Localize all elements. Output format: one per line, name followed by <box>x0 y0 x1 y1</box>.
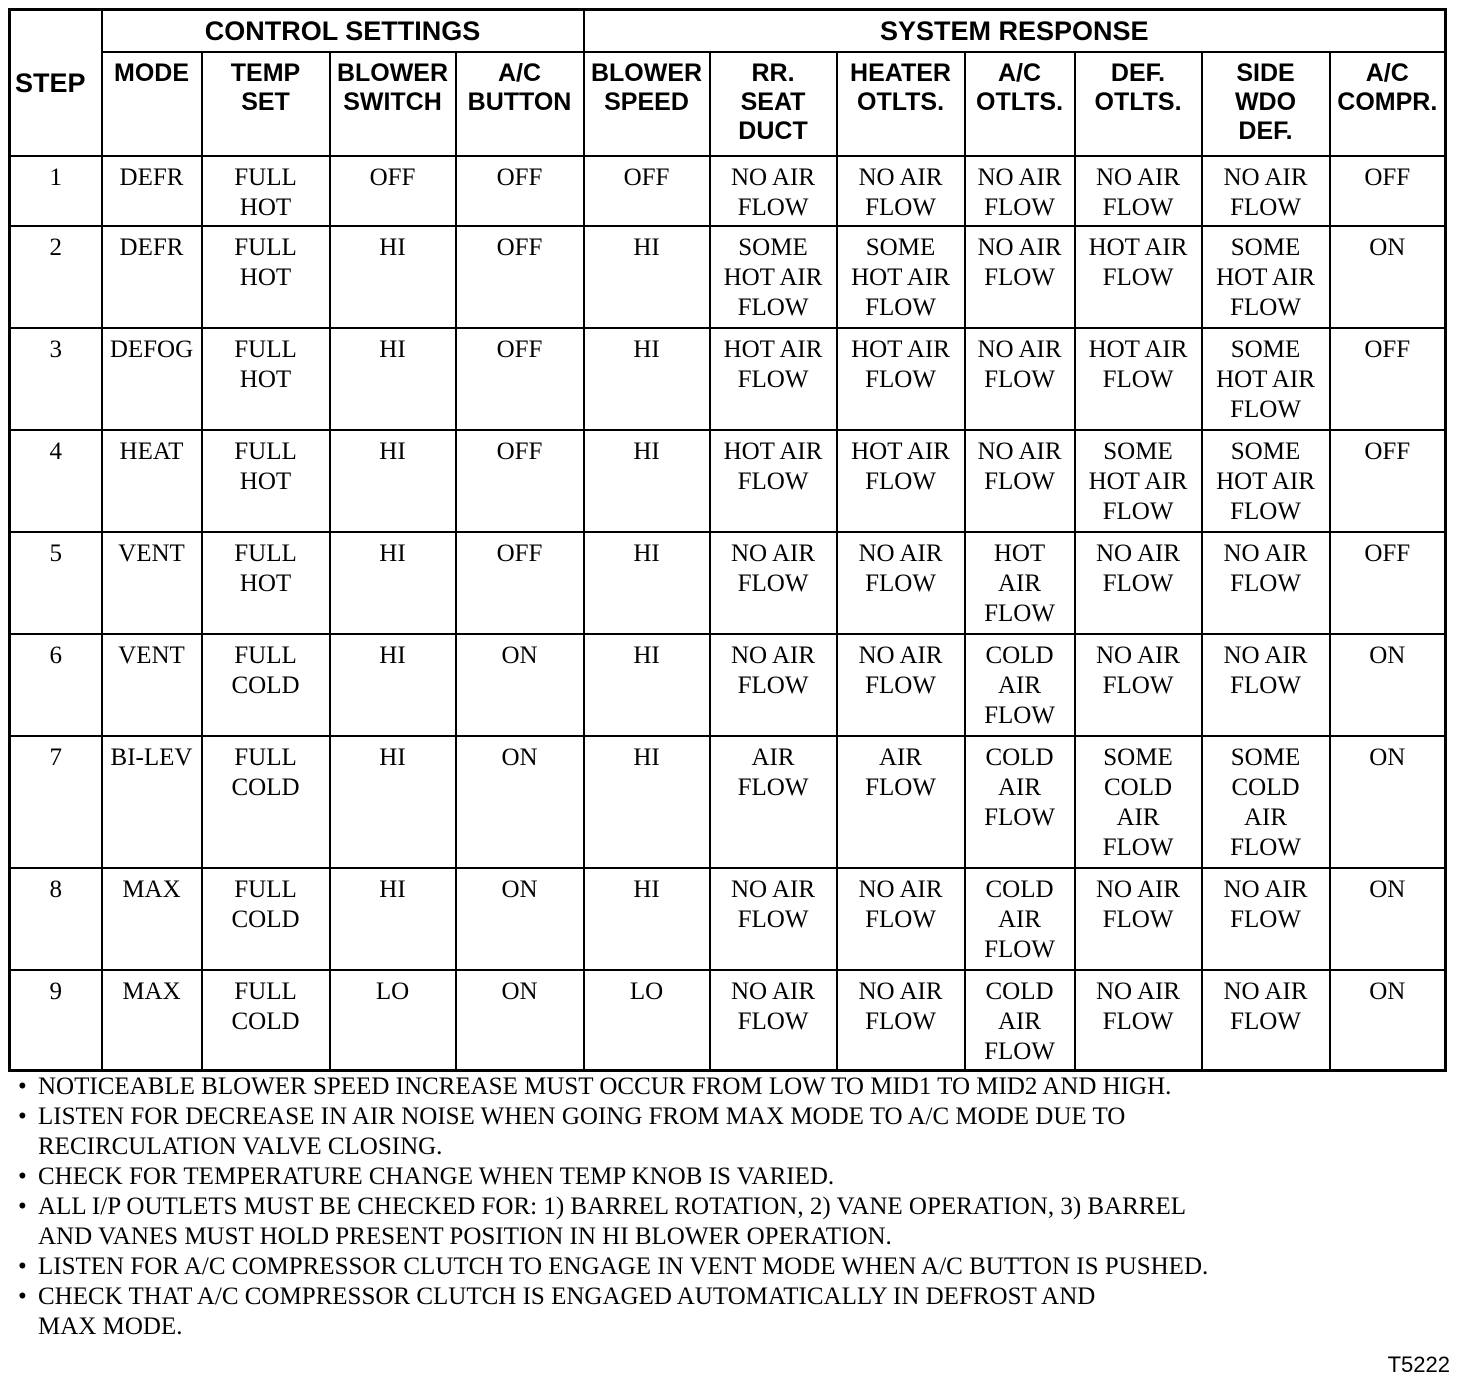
table-cell: DEFR <box>102 226 202 328</box>
table-cell: OFF <box>456 328 584 430</box>
table-cell: ON <box>1330 970 1446 1070</box>
table-row <box>10 156 1446 226</box>
table-cell: SOME HOT AIR FLOW <box>1202 226 1330 328</box>
column-header-ac-compressor: A/C COMPR. <box>1330 52 1446 156</box>
table-cell: NO AIR FLOW <box>965 328 1075 430</box>
table-cell: NO AIR FLOW <box>1075 532 1202 634</box>
step-header: STEP <box>10 10 102 157</box>
table-row <box>10 532 1446 634</box>
note-item <box>18 1282 1438 1342</box>
table-cell: NO AIR FLOW <box>710 634 837 736</box>
table-cell: OFF <box>1330 532 1446 634</box>
note-text: LISTEN FOR A/C COMPRESSOR CLUTCH TO ENGAGE IN VENT MODE WHEN A/C BUTTON IS PUSHED. <box>38 1253 1209 1280</box>
table-row <box>10 970 1446 1070</box>
bullet-icon: • <box>18 1073 27 1100</box>
table-cell: HOT AIR FLOW <box>1075 328 1202 430</box>
table-cell: ON <box>456 736 584 868</box>
table-body <box>10 156 1446 1070</box>
table-cell: HOT AIR FLOW <box>710 430 837 532</box>
table-row <box>10 868 1446 970</box>
table-cell: BI-LEV <box>102 736 202 868</box>
table-cell: NO AIR FLOW <box>965 156 1075 226</box>
table-cell: FULL COLD <box>202 736 330 868</box>
table-cell: OFF <box>456 430 584 532</box>
table-cell: HI <box>330 868 456 970</box>
table-cell: HOT AIR FLOW <box>837 328 965 430</box>
table-cell: SOME HOT AIR FLOW <box>710 226 837 328</box>
table-row <box>10 736 1446 868</box>
bullet-icon: • <box>18 1103 27 1130</box>
step-number-cell: 8 <box>10 868 102 970</box>
step-number-cell: 4 <box>10 430 102 532</box>
table-cell: SOME COLD AIR FLOW <box>1075 736 1202 868</box>
table-cell: ON <box>1330 736 1446 868</box>
step-number-cell: 2 <box>10 226 102 328</box>
table-row <box>10 634 1446 736</box>
note-item <box>18 1192 1438 1252</box>
step-number-cell: 1 <box>10 156 102 226</box>
table-cell: HOT AIR FLOW <box>710 328 837 430</box>
table-cell: NO AIR FLOW <box>1075 634 1202 736</box>
table-cell: HI <box>330 634 456 736</box>
column-header-blower-speed: BLOWER SPEED <box>584 52 710 156</box>
note-text: ALL I/P OUTLETS MUST BE CHECKED FOR: 1) BARREL ROTATION, 2) VANE OPERATION, 3) BARREL AND VANES MUST HOLD PRESENT POSITION IN HI BLOWER OPERATION. <box>38 1193 1187 1250</box>
table-cell: FULL HOT <box>202 430 330 532</box>
column-header-rr-seat-duct: RR. SEAT DUCT <box>710 52 837 156</box>
table-cell: ON <box>456 970 584 1070</box>
note-item <box>18 1252 1438 1282</box>
table-cell: NO AIR FLOW <box>965 430 1075 532</box>
table-cell: HI <box>584 226 710 328</box>
table-cell: FULL HOT <box>202 328 330 430</box>
column-header-temp-set: TEMP SET <box>202 52 330 156</box>
table-cell: OFF <box>456 532 584 634</box>
column-header-ac-outlets: A/C OTLTS. <box>965 52 1075 156</box>
table-row <box>10 226 1446 328</box>
step-number-cell: 7 <box>10 736 102 868</box>
table-cell: NO AIR FLOW <box>710 532 837 634</box>
column-header-side-wdo-def: SIDE WDO DEF. <box>1202 52 1330 156</box>
table-cell: FULL HOT <box>202 156 330 226</box>
table-cell: NO AIR FLOW <box>1202 634 1330 736</box>
table-cell: NO AIR FLOW <box>1202 156 1330 226</box>
column-header-heater-outlets: HEATER OTLTS. <box>837 52 965 156</box>
table-cell: SOME COLD AIR FLOW <box>1202 736 1330 868</box>
bullet-icon: • <box>18 1193 27 1220</box>
table-cell: FULL COLD <box>202 970 330 1070</box>
table-cell: HI <box>330 532 456 634</box>
step-number-cell: 3 <box>10 328 102 430</box>
note-text: NOTICEABLE BLOWER SPEED INCREASE MUST OCCUR FROM LOW TO MID1 TO MID2 AND HIGH. <box>38 1073 1172 1100</box>
figure-id: T5222 <box>1387 1352 1450 1377</box>
table-cell: HI <box>584 430 710 532</box>
table-cell: SOME HOT AIR FLOW <box>837 226 965 328</box>
table-cell: NO AIR FLOW <box>837 532 965 634</box>
control-settings-header: CONTROL SETTINGS <box>102 10 584 53</box>
table-cell: FULL HOT <box>202 532 330 634</box>
table-cell: SOME HOT AIR FLOW <box>1202 430 1330 532</box>
column-header-mode: MODE <box>102 52 202 156</box>
table-cell: HOT AIR FLOW <box>1075 226 1202 328</box>
table-cell: ON <box>1330 868 1446 970</box>
table-cell: FULL COLD <box>202 634 330 736</box>
table-cell: NO AIR FLOW <box>837 156 965 226</box>
table-cell: ON <box>456 634 584 736</box>
note-item <box>18 1072 1438 1102</box>
column-header-blower-switch: BLOWER SWITCH <box>330 52 456 156</box>
bullet-icon: • <box>18 1163 27 1190</box>
table-cell: COLD AIR FLOW <box>965 970 1075 1070</box>
table-cell: LO <box>330 970 456 1070</box>
table-cell: NO AIR FLOW <box>1202 532 1330 634</box>
step-number-cell: 5 <box>10 532 102 634</box>
table-cell: SOME HOT AIR FLOW <box>1202 328 1330 430</box>
table-cell: NO AIR FLOW <box>710 156 837 226</box>
note-text: CHECK FOR TEMPERATURE CHANGE WHEN TEMP KNOB IS VARIED. <box>38 1163 835 1190</box>
table-cell: COLD AIR FLOW <box>965 634 1075 736</box>
table-cell: HOT AIR FLOW <box>837 430 965 532</box>
column-header-def-outlets: DEF. OTLTS. <box>1075 52 1202 156</box>
table-cell: NO AIR FLOW <box>837 634 965 736</box>
table-cell: ON <box>1330 226 1446 328</box>
bullet-icon: • <box>18 1283 27 1310</box>
table-cell: OFF <box>456 156 584 226</box>
table-cell: HI <box>584 868 710 970</box>
bullet-icon: • <box>18 1253 27 1280</box>
table-cell: HEAT <box>102 430 202 532</box>
table-cell: MAX <box>102 970 202 1070</box>
step-number-cell: 6 <box>10 634 102 736</box>
table-cell: OFF <box>330 156 456 226</box>
table-cell: HI <box>584 634 710 736</box>
table-cell: OFF <box>1330 156 1446 226</box>
table-cell: HI <box>584 532 710 634</box>
table-cell: ON <box>1330 634 1446 736</box>
table-cell: NO AIR FLOW <box>710 868 837 970</box>
table-cell: OFF <box>1330 430 1446 532</box>
table-cell: SOME HOT AIR FLOW <box>1075 430 1202 532</box>
table-cell: OFF <box>584 156 710 226</box>
system-response-header: SYSTEM RESPONSE <box>584 10 1446 53</box>
table-cell: NO AIR FLOW <box>1202 868 1330 970</box>
table-cell: DEFOG <box>102 328 202 430</box>
table-cell: OFF <box>1330 328 1446 430</box>
table-cell: HI <box>330 226 456 328</box>
table-row <box>10 430 1446 532</box>
table-cell: OFF <box>456 226 584 328</box>
table-cell: NO AIR FLOW <box>1075 156 1202 226</box>
table-cell: HI <box>584 328 710 430</box>
note-text: LISTEN FOR DECREASE IN AIR NOISE WHEN GOING FROM MAX MODE TO A/C MODE DUE TO RECIRCULATION VALVE CLOSING. <box>38 1103 1126 1160</box>
table-cell: NO AIR FLOW <box>1075 868 1202 970</box>
table-cell: NO AIR FLOW <box>710 970 837 1070</box>
table-cell: COLD AIR FLOW <box>965 736 1075 868</box>
step-number-cell: 9 <box>10 970 102 1070</box>
table-cell: FULL HOT <box>202 226 330 328</box>
table-cell: DEFR <box>102 156 202 226</box>
table-cell: VENT <box>102 634 202 736</box>
column-header-ac-button: A/C BUTTON <box>456 52 584 156</box>
table-cell: HOT AIR FLOW <box>965 532 1075 634</box>
note-item <box>18 1162 1438 1192</box>
note-item <box>18 1102 1438 1162</box>
table-cell: NO AIR FLOW <box>965 226 1075 328</box>
table-cell: FULL COLD <box>202 868 330 970</box>
table-cell: AIR FLOW <box>837 736 965 868</box>
table-cell: NO AIR FLOW <box>1202 970 1330 1070</box>
table-cell: HI <box>330 328 456 430</box>
table-cell: HI <box>330 430 456 532</box>
table-cell: VENT <box>102 532 202 634</box>
table-cell: MAX <box>102 868 202 970</box>
table-cell: AIR FLOW <box>710 736 837 868</box>
table-cell: ON <box>456 868 584 970</box>
table-cell: NO AIR FLOW <box>837 970 965 1070</box>
function-test-table <box>8 8 1447 1072</box>
note-text: CHECK THAT A/C COMPRESSOR CLUTCH IS ENGAGED AUTOMATICALLY IN DEFROST AND MAX MODE. <box>38 1283 1096 1340</box>
table-row <box>10 328 1446 430</box>
notes-list <box>18 1072 1438 1342</box>
table-cell: NO AIR FLOW <box>1075 970 1202 1070</box>
table-cell: HI <box>330 736 456 868</box>
table-cell: LO <box>584 970 710 1070</box>
table-cell: COLD AIR FLOW <box>965 868 1075 970</box>
table-cell: NO AIR FLOW <box>837 868 965 970</box>
table-cell: HI <box>584 736 710 868</box>
